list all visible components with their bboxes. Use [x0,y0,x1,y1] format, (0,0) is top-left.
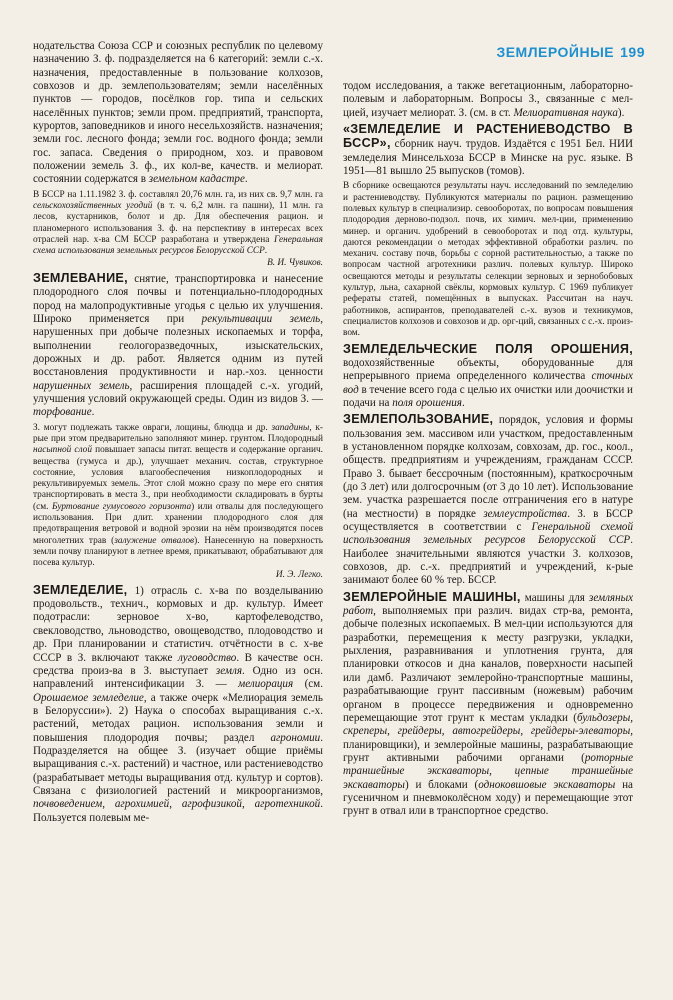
headword: ЗЕМЛЕВАНИЕ, [33,270,128,285]
author-signature: В. И. Чувиков. [267,257,323,268]
running-title: ЗЕМЛЕРОЙНЫЕ [496,44,615,60]
cross-reference[interactable]: земля [215,664,242,677]
headword: «ЗЕМЛЕДЕЛИЕ И РАСТЕНИЕВОДСТВО В БССР», [343,122,633,151]
cross-reference[interactable]: бульдозеры, скреперы, грейдеры, автогрейдеры, грейдеры-элеваторы [343,711,633,738]
cross-reference[interactable]: агрохимией [114,798,170,811]
cross-reference[interactable]: Генеральной схемой использования земельных ресурсов Белорусской ССР [343,521,633,547]
cross-reference[interactable]: сельскохозяйственных угодий [33,201,153,212]
entry-zemledelcheskie-polya: ЗЕМЛЕДЕЛЬЧЕСКИЕ ПОЛЯ ОРОШЕНИЯ, водохозяйственные объекты, оборудованные для непрерывного приема определенного количества сточных вод в течение всего года с целью их очистки или доочистки и подачи на поля орошения. [343,341,633,409]
headword: ЗЕМЛЕДЕЛИЕ, [33,582,128,597]
note-paragraph: В сборнике освещаются результаты науч. исследований по земледелию и растениеводству. Публикуются материалы по рацион. размещению полевых культур в специализир. севооборотах, по вопросам повышения плодородия дерново-подзол. почв, их химич. мел-ции, применению минер. и органич. удобрений в севооборотах и под отд. культуры, даются рекомендации о методах эффективной обработки различ. по механич. составу почв, борьбы с сорной растительностью, а также по вопросам частной агротехники различ. полевых культур. Широко освещаются методы и результаты селекции зерновых и зернобобовых культур, льна, сахарной свёклы, кормовых культур. С 1969 публикует рефераты статей, помещённых в выпусках. Рассчитан на науч. работников, аспирантов, преподавателей с.-х. вузов и техникумов, специалистов колхозов и совхозов и др. орг-ций, связанных с с.-х. произ-вом. [343,181,634,339]
page-number: 199 [620,44,645,60]
cross-reference[interactable]: агрономии [270,731,321,744]
cross-reference[interactable]: почвоведением [33,798,103,811]
cross-reference[interactable]: поля орошения [392,396,462,409]
left-column [33,40,323,825]
cross-reference[interactable]: Генеральная схема использования земельных ресурсов Белорусской ССР [33,234,324,257]
entry-zemleroynye-mashiny: ЗЕМЛЕРОЙНЫЕ МАШИНЫ, машины для земляных работ, выполняемых при различ. видах стр-ва, ремонта, добыче полезных ископаемых. В мел-ции используются для разработки, перемещения к месту разгрузки, укладки, рыхления, разравнивания и уплотнения грунта, для планировки откосов и дна каналов, поверхности насыпей или дамб. Различают землеройно-транспортные машины, разрабатывающие грунт пассивным (ножевым) рабочим органом в процессе передвижения и одновременно перемещающие этот грунт к местам укладки (бульдозеры, скреперы, грейдеры, автогрейдеры, грейдеры-элеваторы, планировщики), и землеройные машины, разрабатывающие грунт активными рабочими органами (роторные траншейные экскаваторы, цепные траншейные экскаваторы) и блоками (одноковшовые экскаваторы на гусеничном и пневмоколёсном ходу) и перемещающие этот грунт в отвал или в транспортное средство. [343,589,634,818]
cross-reference[interactable]: Орошаемое земледелие [33,691,144,704]
cross-reference[interactable]: торфование [33,406,92,419]
cross-reference[interactable]: Мелиоративная наука [513,106,618,119]
note-paragraph: З. могут подлежать также овраги, лощины, блюдца и др. западины, к-рые при этом предварительно заполняют минер. грунтом. Плодородный насыпной слой повышает запасы питат. веществ и содержание органич. вещества (гумуса и др.), улучшает механич. состав, структурное состояние, условия влагообеспечения низкоплодородных и рекультивируемых земель. Этот слой можно сразу по мере его снятия транспортировать в места З., при необходимости складировать в бурты (см. Буртование гумусового горизонта) или отвалы для последующего использования. При длит. хранении плодородного слоя для предотвращения ветровой и водной эрозии на нём производятся посев многолетних трав (залужение отвалов). Нанесенную на поверхность земли почву планируют в летнее время, прикатывают, обрабатывают для посева культур. [33,422,323,569]
entry-zemlepolzovanie: ЗЕМЛЕПОЛЬЗОВАНИЕ, порядок, условия и формы пользования зем. массивом или участком, предоставленным в установленном порядке колхозам, совхозам, др. гос., коол., обществ. предприятиям и учреждениям, гражданам СССР. Право З. бывает бессрочным (постоянным), краткосрочным (до 3 лет) или долгосрочным (от 3 до 10 лет). Использование зем. участка разрешается после отграничения его в натуре (на местности) в порядке землеустройства. З. в БССР осуществляется в соответствии с Генеральной схемой использования земельных ресурсов Белорусской ССР. Наиболее значительными являются участки З. колхозов, совхозов, др. с.-х. предприятий и учреждений, к-рые занимают более 60 % тер. БССР. [343,412,633,587]
right-column [343,80,633,819]
cross-reference[interactable]: западины [271,422,310,433]
running-header [496,44,645,60]
entry-zemlevanie: ЗЕМЛЕВАНИЕ, снятие, транспортировка и нанесение плодородного слоя почвы и потенциально-плодородных пород на малопродуктивные угодья с целью их улучшения. Широко применяется при рекультивации земель, нарушенных при добыче полезных ископаемых и торфа, выполнении геологоразведочных, изыскательских, дорожных и др. работ. Является одним из путей восстановления продуктивности и нар.-хоз. ценности нарушенных земель, расширения площадей с.-х. угодий, улучшения условий окружающей среды. Один из видов З. — торфование. [33,270,324,419]
cross-reference[interactable]: земельном кадастре [148,173,245,186]
continuation-paragraph: тодом исследования, а также вегетационным, лабораторно-полевым и лабораторным. Вопросы З., связанные с мел-цией, изучает мелиорат. З. (см. в ст. Мелиоративная наука). [343,80,633,119]
cross-reference[interactable]: роторные траншейные экскаваторы, цепные траншейные экскаваторы [343,751,633,791]
headword: ЗЕМЛЕРОЙНЫЕ МАШИНЫ, [343,589,521,604]
cross-reference[interactable]: сточных вод [343,370,633,396]
cross-reference[interactable]: нарушенных земель [33,379,130,392]
cross-reference[interactable]: Буртование гумусового горизонта [51,501,192,512]
continuation-paragraph: нодательства Союза ССР и союзных республик по целевому назначению З. ф. подразделяется на 6 категорий: земли с.-х. назначения, предоставленные в пользование колхозов, совхозов и др. землепользователям; земли населённых пунктов — городов, посёлков гор. типа и сельских населённых пунктов; земли пром. предприятий, транспорта, курортов, заповедников и иного несельхозяйств. назначения; земли гос. лесного фонда; земли гос. водного фонда; земли гос. запаса. Сведения о природном, хоз. и правовом положении земель З. ф., их кол-ве, качеств. и мелиорат. состоянии содержатся в земельном кадастре. [33,40,323,186]
author-signature: И. Э. Легко. [275,569,323,580]
cross-reference[interactable]: земляных работ [343,591,634,618]
cross-reference[interactable]: агрофизикой [181,798,242,811]
cross-reference[interactable]: землеустройства [483,507,568,520]
headword: ЗЕМЛЕДЕЛЬЧЕСКИЕ ПОЛЯ ОРОШЕНИЯ, [343,341,633,356]
cross-reference[interactable]: мелиорация [238,678,294,691]
cross-reference[interactable]: агротехникой [254,798,321,811]
cross-reference[interactable]: одноковшовые экскаваторы [478,778,616,791]
cross-reference[interactable]: насыпной слой [33,445,92,456]
headword: ЗЕМЛЕПОЛЬЗОВАНИЕ, [343,412,494,427]
cross-reference[interactable]: рекультивации земель [201,312,321,325]
entry-zemledelie-i-rastenievodstvo: «ЗЕМЛЕДЕЛИЕ И РАСТЕНИЕВОДСТВО В БССР», сборник науч. трудов. Издаётся с 1951 Бел. НИИ земледелия Минсельхоза БССР в Минске на рус. языке. В 1951—81 вышло 25 выпусков (томов). [343,122,633,178]
entry-zemledelie: ЗЕМЛЕДЕЛИЕ, 1) отрасль с. х-ва по возделыванию продовольств., технич., кормовых и др. культур. Имеет подотрасли: зерновое х-во, картофелеводство, свекловодство, льноводство, овощеводство, плодоводство и др. При планировании и статистич. отчётности в с. х-ве СССР в З. включают также луговодство. В качестве осн. средства произ-ва в З. выступает земля. Одно из осн. направлений интенсификации З. — мелиорация (см. Орошаемое земледелие, а также очерк «Мелиорация земель в Белоруссии»). 2) Наука о способах выращивания с.-х. растений, методах рацион. использования земли и повышения плодородия почвы; раздел агрономии. Подразделяется на общее З. (изучает общие приёмы выращивания с.-х. растений) и частное, или растениеводство (разрабатывает методы выращивания отд. культур и сортов). Связана с физиологией растений и микроорганизмов, почвоведением, агрохимией, агрофизикой, агротехникой. Пользуется полевым ме- [33,582,323,824]
cross-reference[interactable]: залужение отвалов [114,535,195,546]
note-paragraph: В БССР на 1.11.1982 З. ф. составлял 20,76 млн. га, из них св. 9,7 млн. га сельскохозяйственных угодий (в т. ч. 6,2 млн. га пашни), 11 млн. га лесов, кустарников, болот и др. Для обеспечения рацион. и планомерного использования З. ф. на перспективу в интересах всех отраслей нар. х-ва СМ БССР разработана и утверждена Генеральная схема использования земельных ресурсов Белорусской ССР. [33,189,324,257]
cross-reference[interactable]: луговодство [178,651,237,664]
